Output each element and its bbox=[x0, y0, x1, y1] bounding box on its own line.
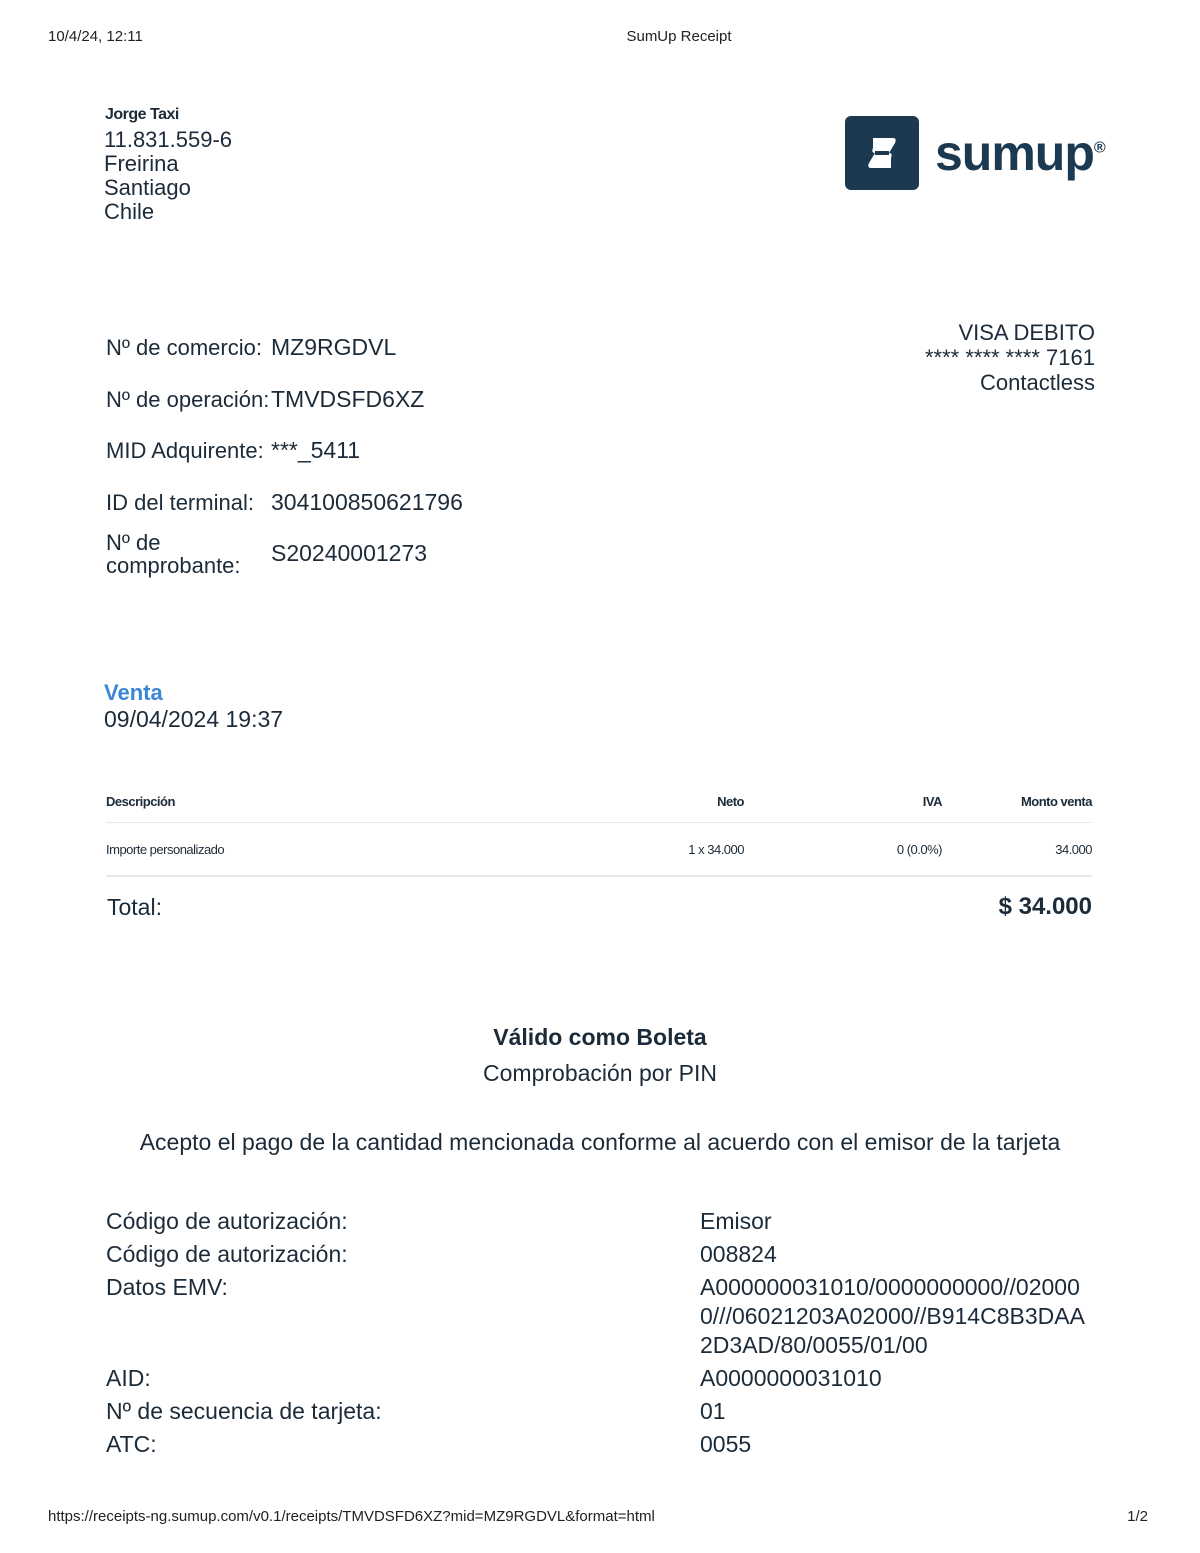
acceptance-note: Acepto el pago de la cantidad mencionada conforme al acuerdo con el emisor de la tarjeta bbox=[139, 1129, 1061, 1155]
detail-row-acquirer-mid bbox=[106, 425, 463, 477]
detail-row-operation-number bbox=[106, 374, 463, 426]
transaction-datetime: 09/04/2024 19:37 bbox=[104, 706, 284, 732]
merchant-city: Santiago bbox=[104, 175, 191, 200]
emv-data-value: A000000031010/0000000000//020000///06021203A02000//B914C8B3DAA2D3AD/80/0055/01/00 bbox=[700, 1274, 1085, 1358]
print-url: https://receipts-ng.sumup.com/v0.1/receipts/TMVDSFD6XZ?mid=MZ9RGDVL&format=html bbox=[48, 1508, 655, 1525]
header-amount: Monto venta bbox=[1020, 793, 1092, 809]
detail-value: MZ9RGDVL bbox=[271, 334, 397, 361]
auth-row bbox=[106, 1430, 1090, 1459]
auth-row bbox=[106, 1207, 1090, 1236]
header-vat: IVA bbox=[922, 793, 942, 809]
detail-row-merchant-number bbox=[106, 322, 463, 374]
auth-value: 0055 bbox=[700, 1431, 752, 1457]
print-page-number: 1/2 bbox=[1127, 1508, 1148, 1525]
item-description: Importe personalizado bbox=[106, 841, 225, 857]
print-page-title: SumUp Receipt bbox=[626, 28, 732, 45]
card-number: **** **** **** 7161 bbox=[924, 345, 1095, 370]
merchant-name: Jorge Taxi bbox=[105, 106, 179, 123]
detail-label: ID del terminal: bbox=[106, 489, 254, 515]
sumup-wordmark: sumup® bbox=[935, 125, 1105, 181]
detail-label: Nº de comercio: bbox=[106, 335, 262, 361]
auth-label: Datos EMV: bbox=[106, 1274, 228, 1300]
transaction-type: Venta bbox=[104, 680, 163, 705]
total-value: $ 34.000 bbox=[998, 893, 1092, 920]
sumup-logo-icon bbox=[845, 116, 919, 190]
sumup-logo bbox=[845, 116, 1105, 190]
detail-label: Nº de comprobante: bbox=[106, 529, 241, 578]
card-entry-mode: Contactless bbox=[980, 370, 1095, 395]
detail-label: MID Adquirente: bbox=[106, 438, 264, 464]
auth-value: A0000000031010 bbox=[700, 1365, 882, 1391]
merchant-country: Chile bbox=[104, 199, 155, 224]
detail-value: S20240001273 bbox=[271, 540, 428, 567]
auth-label: Código de autorización: bbox=[106, 1241, 348, 1267]
header-description: Descripción bbox=[106, 793, 175, 809]
merchant-street: Freirina bbox=[104, 151, 179, 176]
auth-row bbox=[106, 1364, 1090, 1393]
table-row bbox=[106, 823, 1092, 877]
print-datetime: 10/4/24, 12:11 bbox=[48, 28, 143, 45]
detail-label: Nº de operación: bbox=[106, 386, 270, 412]
auth-row bbox=[106, 1273, 1090, 1360]
auth-value: 008824 bbox=[700, 1241, 777, 1267]
authorization-details bbox=[106, 1207, 1090, 1463]
card-brand: VISA DEBITO bbox=[958, 320, 1095, 345]
item-vat: 0 (0.0%) bbox=[896, 841, 942, 857]
total-label: Total: bbox=[107, 894, 162, 920]
verification-note: Comprobación por PIN bbox=[483, 1060, 717, 1086]
merchant-rut: 11.831.559-6 bbox=[104, 127, 233, 152]
auth-label: Nº de secuencia de tarjeta: bbox=[106, 1398, 382, 1424]
auth-label: ATC: bbox=[106, 1431, 157, 1457]
items-header-row bbox=[106, 780, 1092, 823]
receipt-details bbox=[106, 322, 463, 580]
auth-row bbox=[106, 1240, 1090, 1269]
auth-label: Código de autorización: bbox=[106, 1208, 348, 1234]
header-net: Neto bbox=[717, 793, 744, 809]
auth-label: AID: bbox=[106, 1365, 151, 1391]
items-table bbox=[106, 780, 1092, 877]
item-amount: 34.000 bbox=[1055, 841, 1092, 857]
detail-value: 304100850621796 bbox=[271, 488, 463, 515]
detail-value: TMVDSFD6XZ bbox=[271, 385, 425, 412]
detail-value: ***_5411 bbox=[271, 437, 361, 464]
card-info bbox=[925, 320, 1095, 395]
item-net: 1 x 34.000 bbox=[688, 841, 744, 857]
detail-row-receipt-number bbox=[106, 528, 463, 580]
detail-row-terminal-id bbox=[106, 477, 463, 529]
auth-value: 01 bbox=[700, 1398, 726, 1424]
valid-as-note: Válido como Boleta bbox=[493, 1024, 707, 1050]
auth-value: Emisor bbox=[700, 1208, 772, 1234]
auth-row bbox=[106, 1397, 1090, 1426]
